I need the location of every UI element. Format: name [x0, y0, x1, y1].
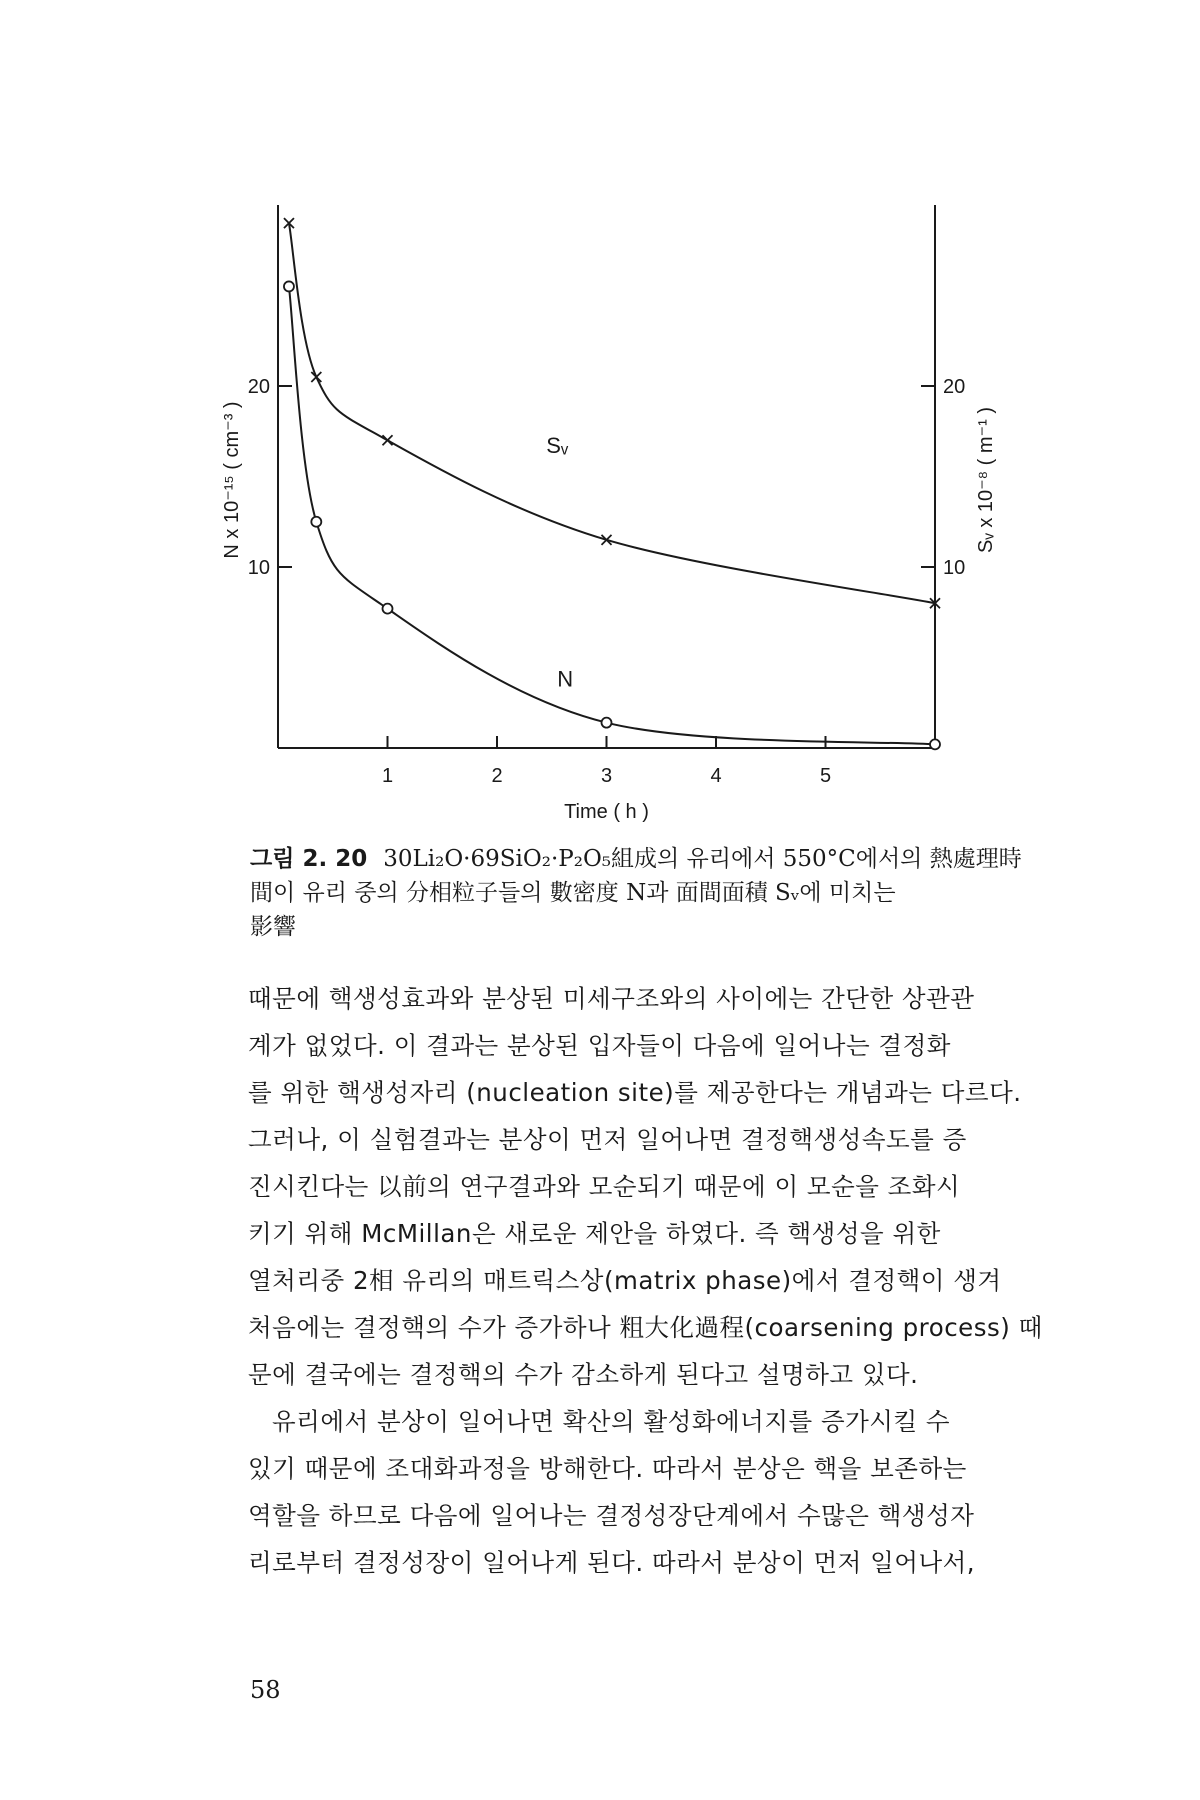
chart-figure — [0, 0, 1200, 830]
caption-label: 그림 2. 20 — [250, 846, 368, 872]
body-line: 를 위한 핵생성자리 (nucleation site)를 제공한다는 개념과는 다르다. — [248, 1078, 1022, 1107]
body-line: 역할을 하므로 다음에 일어나는 결정성장단계에서 수많은 핵생성자 — [248, 1501, 975, 1530]
series-sv-point — [311, 372, 321, 382]
page-number: 58 — [250, 1676, 281, 1704]
caption-line-1 — [250, 842, 1020, 876]
y-right-tick-label: 20 — [943, 376, 966, 398]
caption-line-2: 間이 유리 중의 分相粒子들의 數密度 N과 面間面積 Sᵥ에 미치는 — [250, 880, 896, 906]
y-right-axis-title: Sᵥ x 10⁻⁸ ( m⁻¹ ) — [975, 407, 997, 553]
x-axis-title: Time ( h ) — [564, 801, 649, 823]
caption-line-3: 影響 — [250, 914, 296, 940]
series-n-point — [930, 739, 940, 749]
x-tick-label: 2 — [491, 765, 503, 787]
body-text — [248, 975, 1043, 1586]
y-left-tick-label: 20 — [247, 376, 270, 398]
y-right-tick-label: 10 — [943, 557, 966, 579]
x-tick-label: 1 — [381, 765, 394, 787]
y-left-tick-label: 10 — [247, 557, 270, 579]
chart-axes — [278, 205, 935, 748]
series-n-line — [289, 286, 935, 744]
series-n-point — [311, 517, 321, 527]
body-line: 문에 결국에는 결정핵의 수가 감소하게 된다고 설명하고 있다. — [248, 1360, 919, 1389]
body-line: 열처리중 2相 유리의 매트릭스상(matrix phase)에서 결정핵이 생겨 — [248, 1266, 1002, 1295]
chart-curves — [289, 223, 935, 744]
body-line: 유리에서 분상이 일어나면 확산의 활성화에너지를 증가시킬 수 — [272, 1407, 951, 1436]
body-line: 그러나, 이 실험결과는 분상이 먼저 일어나면 결정핵생성속도를 증 — [248, 1125, 967, 1154]
series-sv-point — [383, 435, 393, 445]
body-line: 리로부터 결정성장이 일어나게 된다. 따라서 분상이 먼저 일어나서, — [248, 1548, 976, 1577]
caption-text-1: 30Li₂O·69SiO₂·P₂O₅組成의 유리에서 550°C에서의 熱處理時 — [383, 846, 1022, 872]
body-line: 진시킨다는 以前의 연구결과와 모순되기 때문에 이 모순을 조화시 — [248, 1172, 961, 1201]
x-tick-label: 3 — [600, 765, 613, 787]
body-line: 키기 위해 McMillan은 새로운 제안을 하였다. 즉 핵생성을 위한 — [248, 1219, 941, 1248]
series-n-label: N — [557, 666, 574, 692]
series-n-point — [284, 281, 294, 291]
chart-labels — [221, 376, 997, 823]
body-line: 때문에 핵생성효과와 분상된 미세구조와의 사이에는 간단한 상관관 — [248, 984, 975, 1013]
body-line: 있기 때문에 조대화과정을 방해한다. 따라서 분상은 핵을 보존하는 — [248, 1454, 967, 1483]
body-line: 계가 없었다. 이 결과는 분상된 입자들이 다음에 일어나는 결정화 — [248, 1031, 951, 1060]
y-left-axis-title: N x 10⁻¹⁵ ( cm⁻³ ) — [221, 401, 243, 559]
series-n-point — [602, 718, 612, 728]
series-sv-line — [289, 223, 935, 603]
x-tick-label: 5 — [819, 765, 832, 787]
series-sv-label: Sᵥ — [546, 432, 569, 458]
x-tick-label: 4 — [710, 765, 722, 787]
chart-markers — [284, 218, 940, 749]
figure-caption — [250, 842, 1020, 944]
body-line: 처음에는 결정핵의 수가 증가하나 粗大化過程(coarsening process) 때 — [248, 1313, 1043, 1342]
series-n-point — [383, 604, 393, 614]
